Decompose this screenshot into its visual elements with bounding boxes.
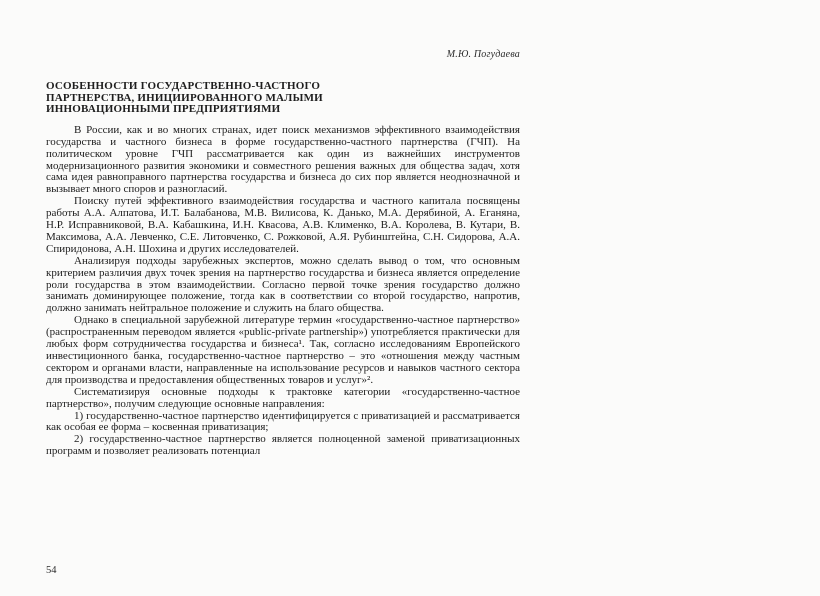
paragraph: 2) государственно-частное партнерство является полноценной заменой приватизационных программ и позволяет реализовать потенциал: [46, 433, 520, 458]
article-body: [46, 125, 520, 458]
paragraph: Систематизируя основные подходы к трактовке категории «государственно-частное партнерство», получим следующие основные направления:: [46, 385, 520, 410]
paragraph: 1) государственно-частное партнерство идентифицируется с приватизацией и рассматривается как особая ее форма – косвенная приватизация;: [46, 409, 520, 434]
page-number: 54: [46, 565, 57, 576]
article-title: ОСОБЕННОСТИ ГОСУДАРСТВЕННО-ЧАСТНОГО ПАРТНЕРСТВА, ИНИЦИИРОВАННОГО МАЛЫМИ ИННОВАЦИОННЫМИ ПРЕДПРИЯТИЯМИ: [46, 80, 323, 116]
paragraph: Анализируя подходы зарубежных экспертов, можно сделать вывод о том, что основным критерием различия двух точек зрения на партнерство государства и бизнеса является определение роли государства в этом взаимодействии. Согласно первой точке зрения государство должно занимать доминирующее положение, тогда как в соответствии со второй государство, напротив, должно занимать нейтральное положение и служить на благо общества.: [46, 254, 520, 315]
paragraph: Поиску путей эффективного взаимодействия государства и частного капитала посвящены работы А.А. Алпатова, И.Т. Балабанова, М.В. Вилисова, К. Данько, М.А. Дерябиной, А. Еганяна, Н.Р. Исправниковой, В.А. Кабашкина, И.Н. Квасова, А.В. Клименко, В.А. Королева, В. Кутари, В. Максимова, А.А. Левченко, С.Е. Литовченко, С. Рожковой, А.Я. Рубинштейна, С.Н. Сидорова, А.А. Спиридонова, А.Н. Шохина и других исследователей.: [46, 195, 520, 255]
paragraph: Однако в специальной зарубежной литературе термин «государственно-частное партнерство» (распространенным переводом является «public-private partnership») употребляется практически для любых форм сотрудничества государства и бизнеса¹. Так, согласно исследованиям Европейского инвестиционного банка, государственно-частное партнерство – это «отношения между частным сектором и органами власти, направленные на использование ресурсов и навыков частного сектора для производства и предоставления общественных товаров и услуг»².: [46, 314, 520, 386]
paragraph: В России, как и во многих странах, идет поиск механизмов эффективного взаимодействия государства и частного бизнеса в форме государственно-частного партнерства (ГЧП). На политическом уровне ГЧП рассматривается как один из важнейших инструментов модернизационного развития экономики и совместного решения важных для общества задач, хотя сама идея равноправного партнерства государства и бизнеса до сих пор является неоднозначной и вызывает много споров и разногласий.: [46, 123, 520, 196]
author-header: М.Ю. Погудаева: [446, 49, 520, 60]
page-content: [46, 49, 520, 458]
